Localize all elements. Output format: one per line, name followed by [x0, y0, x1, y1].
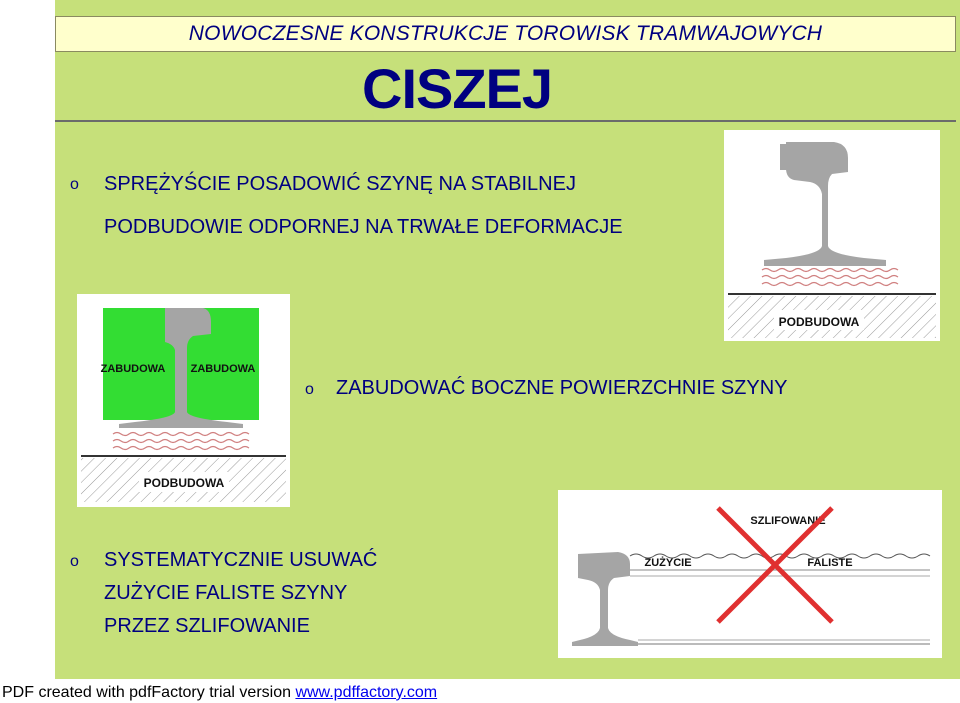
figure-rail-encased	[77, 294, 290, 507]
fig1-label: PODBUDOWA	[778, 315, 860, 329]
pdf-footer	[0, 681, 960, 703]
bullet-3-line-1: SYSTEMATYCZNIE USUWAĆ	[104, 549, 378, 571]
bullet-marker-3: o	[70, 553, 79, 570]
header-text: NOWOCZESNE KONSTRUKCJE TOROWISK TRAMWAJOWYCH	[188, 22, 823, 45]
bullet-1-line-2: PODBUDOWIE ODPORNEJ NA TRWAŁE DEFORMACJE	[104, 216, 623, 238]
figure-rail-grinding	[558, 490, 942, 658]
bullet-marker-1: o	[70, 176, 79, 193]
fig2-label-base: PODBUDOWA	[143, 476, 225, 490]
figure-rail-on-subgrade	[724, 130, 940, 341]
fig3-label-right: FALISTE	[807, 557, 853, 569]
slide-title: CISZEJ	[362, 57, 553, 120]
bullet-2-line-1: ZABUDOWAĆ BOCZNE POWIERZCHNIE SZYNY	[336, 377, 788, 399]
footer-link[interactable]: www.pdffactory.com	[295, 684, 438, 701]
slide-header	[55, 16, 956, 52]
fig2-label-left: ZABUDOWA	[100, 363, 166, 375]
bullet-3-line-2: ZUŻYCIE FALISTE SZYNY	[104, 582, 348, 604]
bullet-3-line-3: PRZEZ SZLIFOWANIE	[104, 615, 310, 637]
title-divider	[55, 120, 956, 122]
fig2-label-right: ZABUDOWA	[190, 363, 256, 375]
footer-line	[2, 684, 437, 702]
footer-text: PDF created with pdfFactory trial version	[2, 684, 296, 701]
rail-profile-icon	[572, 552, 638, 646]
fig3-label-left: ZUŻYCIE	[644, 557, 692, 569]
bullet-1-line-1: SPRĘŻYŚCIE POSADOWIĆ SZYNĘ NA STABILNEJ	[104, 173, 576, 195]
bullet-marker-2: o	[305, 381, 314, 398]
fig3-label-top: SZLIFOWANIE	[750, 515, 826, 527]
